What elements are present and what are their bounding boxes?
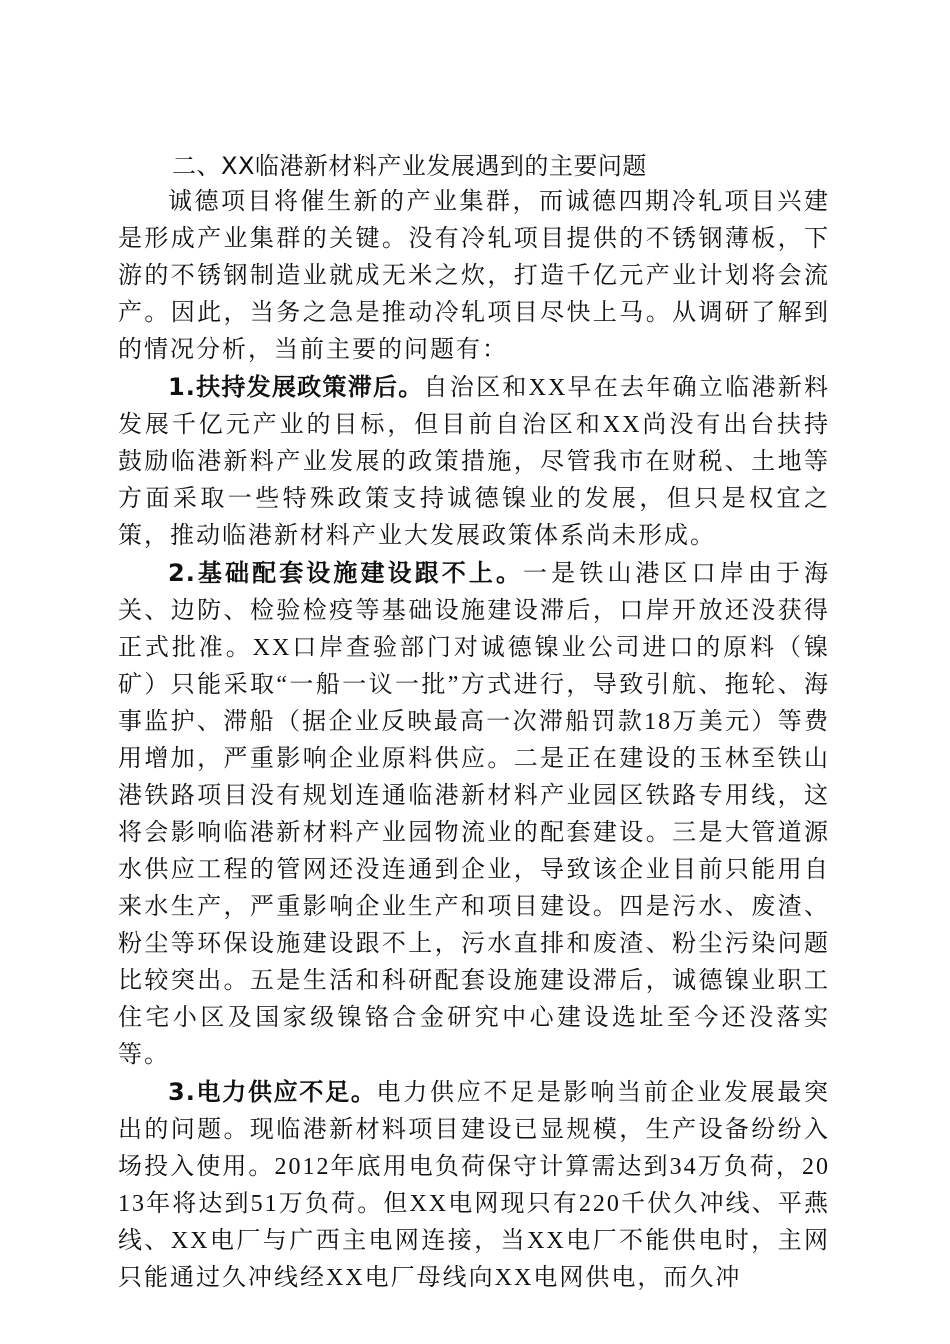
intro-paragraph: 诚德项目将催生新的产业集群，而诚德四期冷轧项目兴建是形成产业集群的关键。没有冷轧项目提供的不锈钢薄板，下游的不锈钢制造业就成无米之炊，打造千亿元产业计划将会流产。因此，当务之急是推动冷轧项目尽快上马。从调研了解到的情况分析，当前主要的问题有： [118,189,830,363]
issue-3-lead: 3.电力供应不足。 [168,1078,377,1106]
issue-1-text: 自治区和XX早在去年确立临港新料发展千亿元产业的目标，但目前自治区和XX尚没有出台扶持鼓励临港新料产业发展的政策措施，尽管我市在财税、土地等方面采取一些特殊政策支持诚德镍业的发展，但只是权宜之策，推动临港新材料产业大发展政策体系尚未形成。 [118,375,830,549]
section-heading: 二、XX临港新材料产业发展遇到的主要问题 [172,152,647,180]
issue-2-text: 一是铁山港区口岸由于海关、边防、检验检疫等基础设施建设滞后，口岸开放还没获得正式批准。XX口岸查验部门对诚德镍业公司进口的原料（镍矿）只能采取“一船一议一批”方式进行，导致引航、拖轮、海事监护、滞船（据企业反映最高一次滞船罚款18万美元）等费用增加，严重影响企业原料供应。二是正在建设的玉林至铁山港铁路项目没有规划连通临港新材料产业园区铁路专用线，这将会影响临港新材料产业园物流业的配套建设。三是大管道源水供应工程的管网还没连通到企业，导致该企业目前只能用自来水生产，严重影响企业生产和项目建设。四是污水、废渣、粉尘等环保设施建设跟不上，污水直排和废渣、粉尘污染问题比较突出。五是生活和科研配套设施建设滞后，诚德镍业职工住宅小区及国家级镍铬合金研究中心建设选址至今还没落实等。 [118,561,830,1068]
issue-paragraph-1 [118,369,830,555]
issue-1-lead: 1.扶持发展政策滞后。 [168,373,424,401]
issue-3-text: 电力供应不足是影响当前企业发展最突出的问题。现临港新材料项目建设已显规模，生产设备纷纷入场投入使用。2012年底用电负荷保守计算需达到34万负荷，2013年将达到51万负荷。但XX电网现只有220千伏久冲线、平燕线、XX电厂与广西主电网连接，当XX电厂不能供电时，主网只能通过久冲线经XX电厂母线向XX电网供电，而久冲 [118,1080,830,1291]
issue-2-lead: 2.基础配套设施建设跟不上。 [168,559,524,587]
document-page [118,148,830,1297]
issue-paragraph-3 [118,1074,830,1297]
issue-paragraph-2 [118,555,830,1074]
